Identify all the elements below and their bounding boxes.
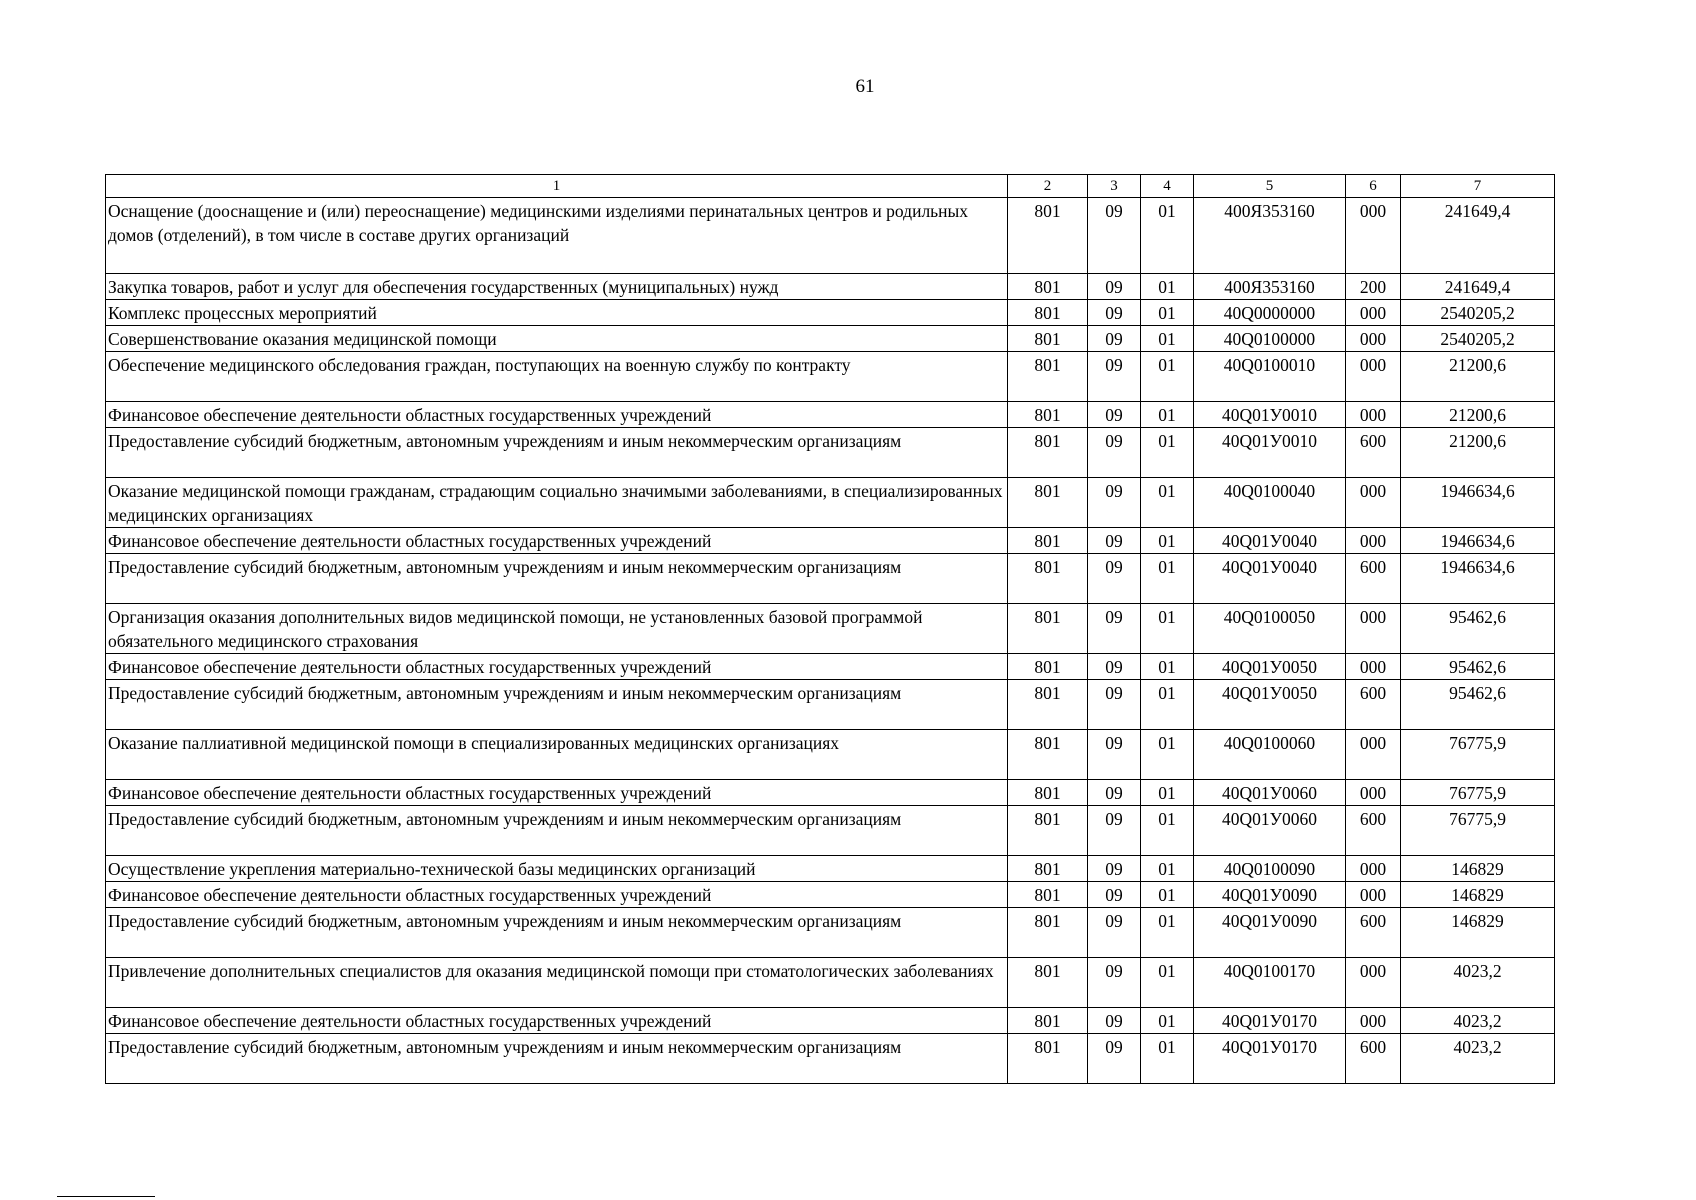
table-row (106, 856, 1555, 882)
row-target-cell: 40Q01У0060 (1194, 780, 1346, 806)
row-code-cell: 801 (1008, 402, 1088, 428)
row-name-cell: Оснащение (дооснащение и (или) переоснащение) медицинскими изделиями перинатальных центров и родильных домов (отделений), в том числе в составе других организаций (106, 198, 1008, 274)
row-subsection-cell: 01 (1141, 326, 1194, 352)
row-target-cell: 40Q01У0090 (1194, 882, 1346, 908)
row-target-cell: 40Q01У0050 (1194, 654, 1346, 680)
row-target-cell: 40Q0100060 (1194, 730, 1346, 780)
row-code-cell: 801 (1008, 554, 1088, 604)
row-target-cell: 40Q0100010 (1194, 352, 1346, 402)
row-expense-type-cell: 000 (1346, 1008, 1401, 1034)
row-expense-type-cell: 000 (1346, 326, 1401, 352)
row-subsection-cell: 01 (1141, 274, 1194, 300)
row-amount-cell: 21200,6 (1401, 402, 1555, 428)
row-subsection-cell: 01 (1141, 780, 1194, 806)
row-expense-type-cell: 000 (1346, 730, 1401, 780)
row-expense-type-cell: 000 (1346, 402, 1401, 428)
row-code-cell: 801 (1008, 428, 1088, 478)
row-section-cell: 09 (1088, 654, 1141, 680)
row-expense-type-cell: 600 (1346, 554, 1401, 604)
table-row (106, 882, 1555, 908)
row-section-cell: 09 (1088, 604, 1141, 654)
row-name-cell: Финансовое обеспечение деятельности областных государственных учреждений (106, 528, 1008, 554)
row-name-cell: Финансовое обеспечение деятельности областных государственных учреждений (106, 1008, 1008, 1034)
row-amount-cell: 241649,4 (1401, 274, 1555, 300)
row-name-cell: Финансовое обеспечение деятельности областных государственных учреждений (106, 654, 1008, 680)
row-code-cell: 801 (1008, 528, 1088, 554)
row-amount-cell: 4023,2 (1401, 958, 1555, 1008)
row-subsection-cell: 01 (1141, 198, 1194, 274)
row-amount-cell: 146829 (1401, 882, 1555, 908)
table-row (106, 1034, 1555, 1084)
row-name-cell: Организация оказания дополнительных видов медицинской помощи, не установленных базовой программой обязательного медицинского страхования (106, 604, 1008, 654)
header-cell: 3 (1088, 175, 1141, 198)
row-expense-type-cell: 000 (1346, 198, 1401, 274)
row-code-cell: 801 (1008, 654, 1088, 680)
table-row (106, 654, 1555, 680)
row-amount-cell: 21200,6 (1401, 352, 1555, 402)
row-target-cell: 40Q01У0010 (1194, 428, 1346, 478)
row-section-cell: 09 (1088, 274, 1141, 300)
table-row (106, 908, 1555, 958)
row-target-cell: 40Q0000000 (1194, 300, 1346, 326)
row-name-cell: Финансовое обеспечение деятельности областных государственных учреждений (106, 402, 1008, 428)
row-expense-type-cell: 000 (1346, 478, 1401, 528)
row-expense-type-cell: 600 (1346, 806, 1401, 856)
header-cell: 1 (106, 175, 1008, 198)
table-row (106, 402, 1555, 428)
row-section-cell: 09 (1088, 1008, 1141, 1034)
row-expense-type-cell: 000 (1346, 780, 1401, 806)
row-name-cell: Предоставление субсидий бюджетным, автономным учреждениям и иным некоммерческим организациям (106, 680, 1008, 730)
row-amount-cell: 95462,6 (1401, 680, 1555, 730)
row-target-cell: 40Q01У0170 (1194, 1034, 1346, 1084)
header-row (106, 175, 1555, 198)
row-section-cell: 09 (1088, 908, 1141, 958)
row-target-cell: 40Q01У0090 (1194, 908, 1346, 958)
row-code-cell: 801 (1008, 806, 1088, 856)
row-subsection-cell: 01 (1141, 478, 1194, 528)
table-row (106, 528, 1555, 554)
table-row (106, 806, 1555, 856)
row-expense-type-cell: 000 (1346, 856, 1401, 882)
row-target-cell: 40Q01У0010 (1194, 402, 1346, 428)
row-code-cell: 801 (1008, 198, 1088, 274)
row-section-cell: 09 (1088, 554, 1141, 604)
row-section-cell: 09 (1088, 856, 1141, 882)
table-row (106, 428, 1555, 478)
row-code-cell: 801 (1008, 326, 1088, 352)
page-number: 61 (855, 76, 875, 97)
row-section-cell: 09 (1088, 1034, 1141, 1084)
row-expense-type-cell: 600 (1346, 1034, 1401, 1084)
row-amount-cell: 76775,9 (1401, 780, 1555, 806)
table-row (106, 958, 1555, 1008)
table-body (106, 198, 1555, 1084)
table-row (106, 198, 1555, 274)
row-name-cell: Предоставление субсидий бюджетным, автономным учреждениям и иным некоммерческим организациям (106, 1034, 1008, 1084)
row-code-cell: 801 (1008, 856, 1088, 882)
row-subsection-cell: 01 (1141, 730, 1194, 780)
table-row (106, 300, 1555, 326)
row-expense-type-cell: 000 (1346, 604, 1401, 654)
row-section-cell: 09 (1088, 958, 1141, 1008)
row-code-cell: 801 (1008, 908, 1088, 958)
row-subsection-cell: 01 (1141, 428, 1194, 478)
row-target-cell: 40Q01У0050 (1194, 680, 1346, 730)
table-row (106, 274, 1555, 300)
row-expense-type-cell: 600 (1346, 908, 1401, 958)
budget-table (105, 174, 1555, 1084)
table-row (106, 780, 1555, 806)
row-section-cell: 09 (1088, 428, 1141, 478)
row-target-cell: 40Q0100050 (1194, 604, 1346, 654)
table-row (106, 730, 1555, 780)
row-name-cell: Осуществление укрепления материально-технической базы медицинских организаций (106, 856, 1008, 882)
header-cell: 4 (1141, 175, 1194, 198)
table-row (106, 604, 1555, 654)
row-expense-type-cell: 000 (1346, 352, 1401, 402)
row-section-cell: 09 (1088, 680, 1141, 730)
row-name-cell: Финансовое обеспечение деятельности областных государственных учреждений (106, 780, 1008, 806)
row-expense-type-cell: 000 (1346, 654, 1401, 680)
row-code-cell: 801 (1008, 478, 1088, 528)
row-amount-cell: 4023,2 (1401, 1008, 1555, 1034)
table-row (106, 352, 1555, 402)
row-amount-cell: 2540205,2 (1401, 300, 1555, 326)
row-amount-cell: 76775,9 (1401, 806, 1555, 856)
row-expense-type-cell: 000 (1346, 528, 1401, 554)
row-name-cell: Комплекс процессных мероприятий (106, 300, 1008, 326)
row-target-cell: 40Q0100090 (1194, 856, 1346, 882)
row-section-cell: 09 (1088, 528, 1141, 554)
row-target-cell: 40Q0100040 (1194, 478, 1346, 528)
row-section-cell: 09 (1088, 780, 1141, 806)
row-code-cell: 801 (1008, 604, 1088, 654)
row-name-cell: Совершенствование оказания медицинской помощи (106, 326, 1008, 352)
row-subsection-cell: 01 (1141, 1008, 1194, 1034)
header-cell: 5 (1194, 175, 1346, 198)
row-code-cell: 801 (1008, 1034, 1088, 1084)
header-cell: 2 (1008, 175, 1088, 198)
row-target-cell: 40Q01У0170 (1194, 1008, 1346, 1034)
row-code-cell: 801 (1008, 274, 1088, 300)
row-section-cell: 09 (1088, 326, 1141, 352)
row-expense-type-cell: 000 (1346, 958, 1401, 1008)
row-section-cell: 09 (1088, 300, 1141, 326)
row-section-cell: 09 (1088, 478, 1141, 528)
table-row (106, 680, 1555, 730)
row-subsection-cell: 01 (1141, 604, 1194, 654)
row-subsection-cell: 01 (1141, 654, 1194, 680)
row-amount-cell: 2540205,2 (1401, 326, 1555, 352)
row-subsection-cell: 01 (1141, 908, 1194, 958)
row-target-cell: 40Q01У0040 (1194, 554, 1346, 604)
row-amount-cell: 1946634,6 (1401, 528, 1555, 554)
table-row (106, 478, 1555, 528)
row-code-cell: 801 (1008, 882, 1088, 908)
row-name-cell: Закупка товаров, работ и услуг для обеспечения государственных (муниципальных) нужд (106, 274, 1008, 300)
row-name-cell: Предоставление субсидий бюджетным, автономным учреждениям и иным некоммерческим организациям (106, 554, 1008, 604)
row-section-cell: 09 (1088, 402, 1141, 428)
row-subsection-cell: 01 (1141, 528, 1194, 554)
row-section-cell: 09 (1088, 352, 1141, 402)
row-amount-cell: 1946634,6 (1401, 478, 1555, 528)
row-target-cell: 400Я353160 (1194, 274, 1346, 300)
row-subsection-cell: 01 (1141, 958, 1194, 1008)
row-section-cell: 09 (1088, 198, 1141, 274)
row-subsection-cell: 01 (1141, 402, 1194, 428)
row-section-cell: 09 (1088, 882, 1141, 908)
row-amount-cell: 1946634,6 (1401, 554, 1555, 604)
row-name-cell: Обеспечение медицинского обследования граждан, поступающих на военную службу по контракту (106, 352, 1008, 402)
row-target-cell: 40Q01У0040 (1194, 528, 1346, 554)
row-name-cell: Привлечение дополнительных специалистов для оказания медицинской помощи при стоматологических заболеваниях (106, 958, 1008, 1008)
row-name-cell: Предоставление субсидий бюджетным, автономным учреждениям и иным некоммерческим организациям (106, 806, 1008, 856)
row-amount-cell: 95462,6 (1401, 604, 1555, 654)
row-target-cell: 40Q0100170 (1194, 958, 1346, 1008)
header-cell: 7 (1401, 175, 1555, 198)
row-name-cell: Оказание медицинской помощи гражданам, страдающим социально значимыми заболеваниями, в специализированных медицинских организациях (106, 478, 1008, 528)
row-target-cell: 400Я353160 (1194, 198, 1346, 274)
row-amount-cell: 95462,6 (1401, 654, 1555, 680)
row-expense-type-cell: 200 (1346, 274, 1401, 300)
row-amount-cell: 146829 (1401, 908, 1555, 958)
row-name-cell: Оказание паллиативной медицинской помощи в специализированных медицинских организациях (106, 730, 1008, 780)
row-expense-type-cell: 000 (1346, 300, 1401, 326)
row-amount-cell: 241649,4 (1401, 198, 1555, 274)
row-code-cell: 801 (1008, 352, 1088, 402)
row-amount-cell: 21200,6 (1401, 428, 1555, 478)
row-amount-cell: 76775,9 (1401, 730, 1555, 780)
row-target-cell: 40Q0100000 (1194, 326, 1346, 352)
row-subsection-cell: 01 (1141, 680, 1194, 730)
row-amount-cell: 4023,2 (1401, 1034, 1555, 1084)
row-subsection-cell: 01 (1141, 352, 1194, 402)
row-code-cell: 801 (1008, 780, 1088, 806)
row-name-cell: Финансовое обеспечение деятельности областных государственных учреждений (106, 882, 1008, 908)
row-amount-cell: 146829 (1401, 856, 1555, 882)
row-name-cell: Предоставление субсидий бюджетным, автономным учреждениям и иным некоммерческим организациям (106, 908, 1008, 958)
row-subsection-cell: 01 (1141, 856, 1194, 882)
row-expense-type-cell: 600 (1346, 428, 1401, 478)
row-subsection-cell: 01 (1141, 806, 1194, 856)
table-row (106, 1008, 1555, 1034)
row-code-cell: 801 (1008, 958, 1088, 1008)
row-subsection-cell: 01 (1141, 300, 1194, 326)
row-section-cell: 09 (1088, 730, 1141, 780)
row-expense-type-cell: 000 (1346, 882, 1401, 908)
row-expense-type-cell: 600 (1346, 680, 1401, 730)
header-cell: 6 (1346, 175, 1401, 198)
row-subsection-cell: 01 (1141, 1034, 1194, 1084)
row-subsection-cell: 01 (1141, 554, 1194, 604)
row-subsection-cell: 01 (1141, 882, 1194, 908)
row-target-cell: 40Q01У0060 (1194, 806, 1346, 856)
table-row (106, 326, 1555, 352)
row-section-cell: 09 (1088, 806, 1141, 856)
row-code-cell: 801 (1008, 730, 1088, 780)
row-code-cell: 801 (1008, 680, 1088, 730)
table-row (106, 554, 1555, 604)
footnote-rule (57, 1196, 155, 1197)
row-code-cell: 801 (1008, 300, 1088, 326)
row-name-cell: Предоставление субсидий бюджетным, автономным учреждениям и иным некоммерческим организациям (106, 428, 1008, 478)
row-code-cell: 801 (1008, 1008, 1088, 1034)
